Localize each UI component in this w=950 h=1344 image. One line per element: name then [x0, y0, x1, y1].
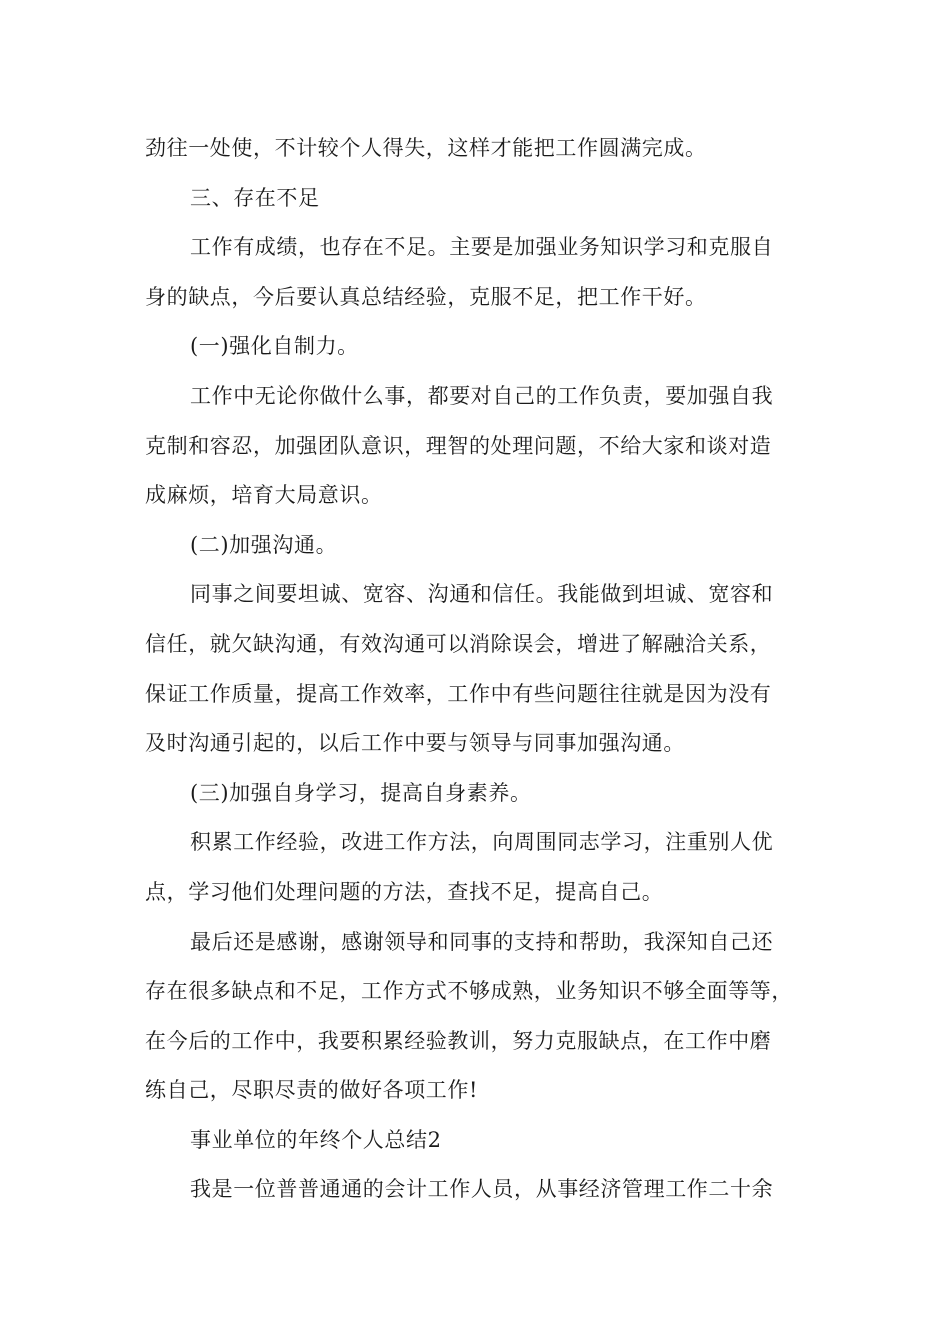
paragraph — [145, 570, 815, 768]
text-line: 点，学习他们处理问题的方法，查找不足，提高自己。 — [145, 879, 664, 904]
paragraph — [145, 918, 815, 1116]
paragraph — [145, 372, 815, 521]
paragraph — [145, 1165, 815, 1215]
document-body — [145, 124, 815, 1215]
text-line: 三、存在不足 — [190, 185, 320, 210]
text-line: 在今后的工作中，我要积累经验教训，努力克服缺点，在工作中磨 — [145, 1028, 772, 1053]
text-line: 信任，就欠缺沟通，有效沟通可以消除误会，增进了解融洽关系， — [145, 631, 772, 656]
text-line: 我是一位普普通通的会计工作人员，从事经济管理工作二十余 — [190, 1177, 774, 1202]
text-line: (一)强化自制力。 — [190, 334, 359, 359]
text-line: 克制和容忍，加强团队意识，理智的处理问题，不给大家和谈对造 — [145, 433, 772, 458]
paragraph — [145, 322, 815, 372]
paragraph — [145, 174, 815, 224]
text-line: 成麻烦，培育大局意识。 — [145, 483, 383, 508]
text-line: 工作中无论你做什么事，都要对自己的工作负责，要加强自我 — [190, 383, 774, 408]
paragraph — [145, 521, 815, 571]
text-line: 工作有成绩，也存在不足。主要是加强业务知识学习和克服自 — [190, 235, 774, 260]
text-line: 事业单位的年终个人总结2 — [190, 1127, 442, 1152]
text-line: 劲往一处使，不计较个人得失，这样才能把工作圆满完成。 — [145, 136, 707, 160]
text-line: 积累工作经验，改进工作方法，向周围同志学习，注重别人优 — [190, 830, 774, 855]
text-line: 及时沟通引起的，以后工作中要与领导与同事加强沟通。 — [145, 731, 685, 756]
text-line: 同事之间要坦诚、宽容、沟通和信任。我能做到坦诚、宽容和 — [190, 582, 774, 607]
paragraph — [145, 769, 815, 819]
text-line: (三)加强自身学习，提高自身素养。 — [190, 780, 532, 805]
text-line: 保证工作质量，提高工作效率，工作中有些问题往往就是因为没有 — [145, 681, 772, 706]
paragraph — [145, 818, 815, 917]
paragraph — [145, 124, 815, 174]
paragraph — [145, 1116, 815, 1166]
paragraph — [145, 223, 815, 322]
text-line: 最后还是感谢，感谢领导和同事的支持和帮助，我深知自己还 — [190, 929, 774, 954]
text-line: 存在很多缺点和不足，工作方式不够成熟，业务知识不够全面等等， — [145, 979, 793, 1004]
text-line: 练自己，尽职尽责的做好各项工作! — [145, 1078, 479, 1103]
text-line: 身的缺点，今后要认真总结经验，克服不足，把工作干好。 — [145, 284, 707, 309]
text-line: (二)加强沟通。 — [190, 532, 338, 557]
